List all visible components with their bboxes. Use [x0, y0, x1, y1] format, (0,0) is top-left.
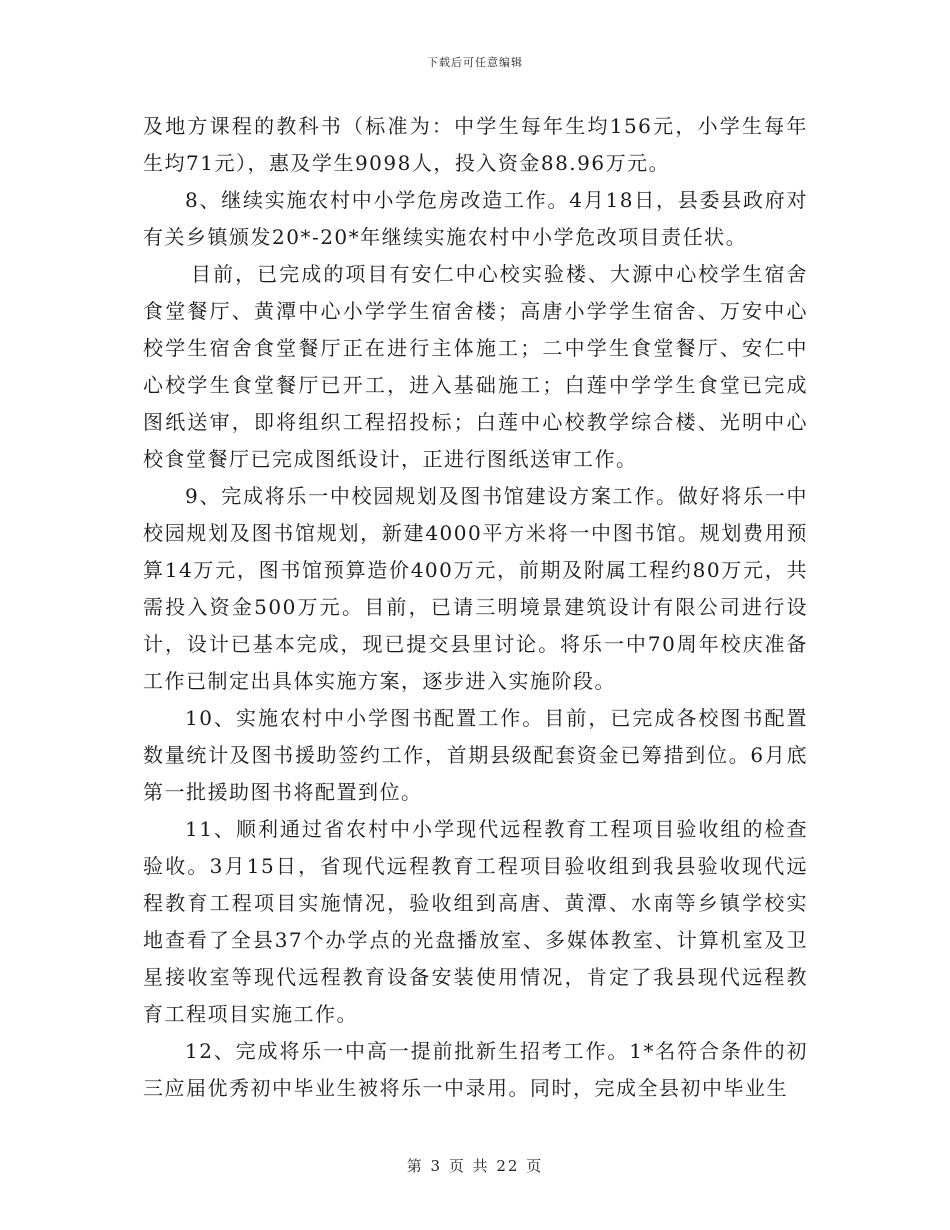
paragraph-projects-status: 目前，已完成的项目有安仁中心校实验楼、大源中心校学生宿舍食堂餐厅、黄潭中心小学学生宿舍楼；高唐小学学生宿舍、万安中心校学生宿舍食堂餐厅正在进行主体施工；二中学生食堂餐厅、安仁中心校学生食堂餐厅已开工，进入基础施工；白莲中学学生食堂已完成图纸送审，即将组织工程招投标；白莲中心校教学综合楼、光明中心校食堂餐厅已完成图纸设计，正进行图纸送审工作。: [143, 262, 808, 471]
page-footer: 第 3 页 共 22 页: [406, 1157, 544, 1175]
paragraph-item-9: 9、完成将乐一中校园规划及图书馆建设方案工作。做好将乐一中校园规划及图书馆规划，新建4000平方米将一中图书馆。规划费用预算14万元，图书馆预算造价400万元，前期及附属工程约80万元，共需投入资金500万元。目前，已请三明境景建筑设计有限公司进行设计，设计已基本完成，现已提交县里讨论。将乐一中70周年校庆准备工作已制定出具体实施方案，逐步进入实施阶段。: [143, 484, 808, 693]
paragraph-textbook-subsidy: 及地方课程的教科书（标准为：中学生每年生均156元，小学生每年生均71元），惠及学生9098人，投入资金88.96万元。: [143, 114, 808, 175]
paragraph-item-10: 10、实施农村中小学图书配置工作。目前，已完成各校图书配置数量统计及图书援助签约工作，首期县级配套资金已筹措到位。6月底第一批援助图书将配置到位。: [143, 706, 808, 804]
paragraph-item-8: 8、继续实施农村中小学危房改造工作。4月18日，县委县政府对有关乡镇颁发20*-20*年继续实施农村中小学危改项目责任状。: [143, 188, 808, 249]
paragraph-item-11: 11、顺利通过省农村中小学现代远程教育工程项目验收组的检查验收。3月15日，省现代远程教育工程项目验收组到我县验收现代远程教育工程项目实施情况，验收组到高唐、黄潭、水南等乡镇学校实地查看了全县37个办学点的光盘播放室、多媒体教室、计算机室及卫星接收室等现代远程教育设备安装使用情况，肯定了我县现代远程教育工程项目实施工作。: [143, 817, 808, 1026]
page-header: 下载后可任意编辑: [427, 56, 523, 69]
paragraph-item-12: 12、完成将乐一中高一提前批新生招考工作。1*名符合条件的初三应届优秀初中毕业生被将乐一中录用。同时，完成全县初中毕业生: [143, 1039, 808, 1100]
document-body: [143, 108, 808, 1107]
